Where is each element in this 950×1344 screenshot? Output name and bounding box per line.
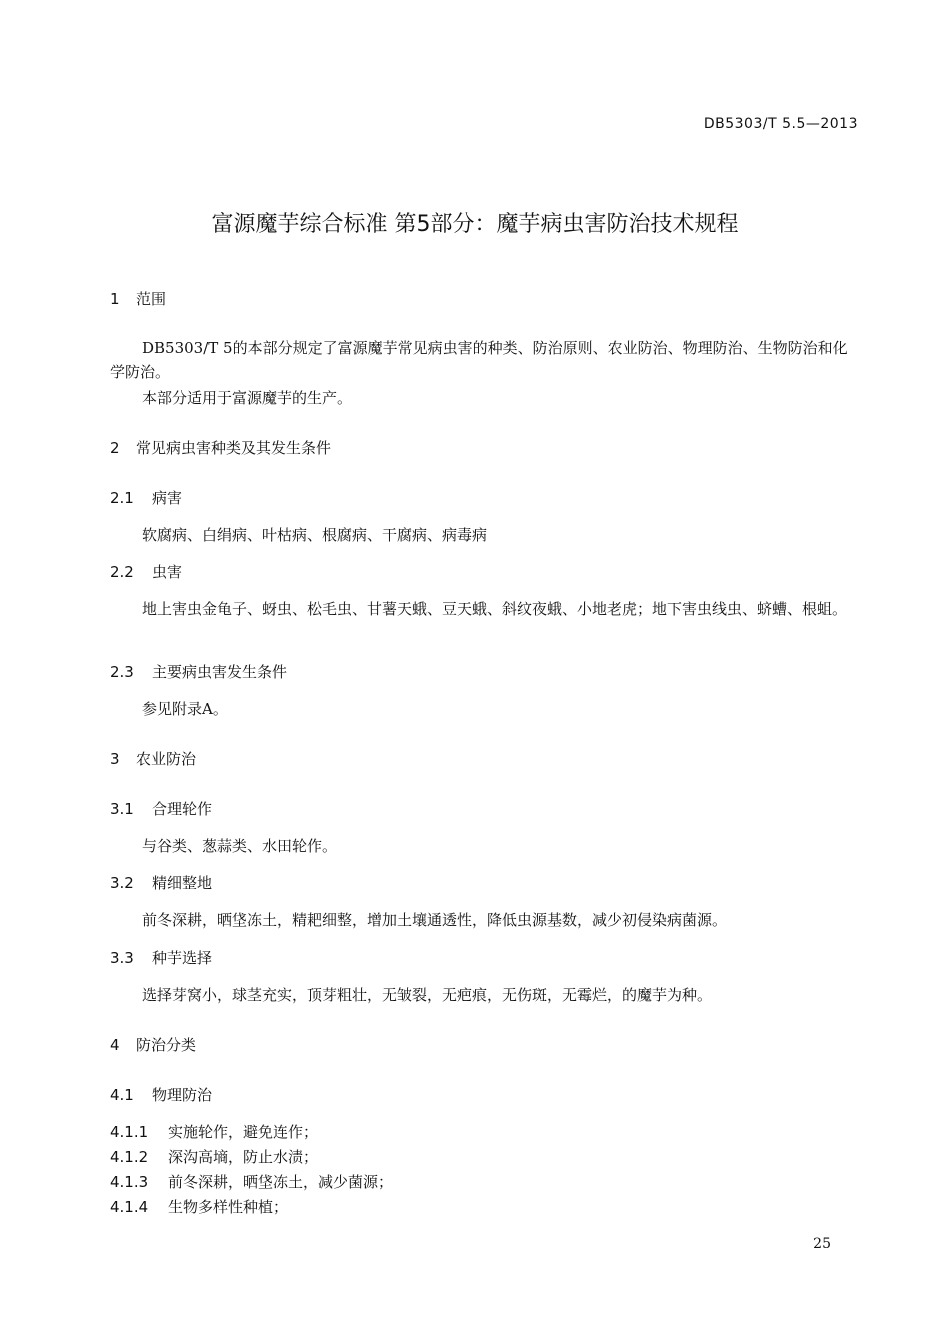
section-3-1-heading	[110, 798, 212, 819]
list-item	[110, 1171, 393, 1192]
section-2-1-heading	[110, 487, 182, 508]
list-item	[110, 1146, 318, 1167]
section-2-3-paragraph: 参见附录A。	[142, 700, 228, 718]
section-number: 2.1	[110, 489, 134, 507]
section-title: 常见病虫害种类及其发生条件	[136, 439, 332, 457]
section-title: 虫害	[152, 563, 183, 581]
section-title: 精细整地	[152, 874, 213, 892]
document-title: 富源魔芋综合标准 第5部分：魔芋病虫害防治技术规程	[211, 212, 739, 237]
item-text: 前冬深耕，晒垡冻土，减少菌源；	[168, 1173, 394, 1191]
item-number: 4.1.3	[110, 1173, 149, 1191]
section-3-2-heading	[110, 872, 212, 893]
section-title: 物理防治	[152, 1086, 213, 1104]
list-item	[110, 1121, 318, 1142]
item-text: 生物多样性种植；	[168, 1198, 289, 1216]
section-2-heading	[110, 437, 331, 458]
item-number: 4.1.4	[110, 1198, 149, 1216]
section-title: 种芋选择	[152, 949, 213, 967]
section-1-paragraph-1: DB5303/T 5的本部分规定了富源魔芋常见病虫害的种类、防治原则、农业防治、物理防治、生物防治和化学防治。	[110, 339, 848, 381]
section-3-2-paragraph: 前冬深耕，晒垡冻土，精耙细整，增加土壤通透性，降低虫源基数，减少初侵染病菌源。	[142, 911, 728, 929]
section-number: 3.3	[110, 949, 134, 967]
section-number: 3.2	[110, 874, 134, 892]
section-number: 4	[110, 1036, 120, 1054]
item-text: 深沟高墒，防止水渍；	[168, 1148, 319, 1166]
section-number: 2.3	[110, 663, 134, 681]
section-3-1-paragraph: 与谷类、葱蒜类、水田轮作。	[142, 837, 338, 855]
section-number: 1	[110, 290, 120, 308]
section-3-3-heading	[110, 947, 212, 968]
section-3-3-paragraph: 选择芽窝小，球茎充实，顶芽粗壮，无皱裂，无疤痕，无伤斑，无霉烂，的魔芋为种。	[142, 986, 713, 1004]
section-number: 4.1	[110, 1086, 134, 1104]
list-item	[110, 1196, 288, 1217]
section-number: 3.1	[110, 800, 134, 818]
page-number: 25	[813, 1236, 831, 1252]
section-4-heading	[110, 1034, 196, 1055]
section-number: 3	[110, 750, 120, 768]
section-title: 病害	[152, 489, 183, 507]
section-title: 合理轮作	[152, 800, 213, 818]
section-4-1-heading	[110, 1084, 212, 1105]
section-1-paragraph-2: 本部分适用于富源魔芋的生产。	[142, 389, 353, 407]
section-2-2-heading	[110, 561, 182, 582]
item-text: 实施轮作，避免连作；	[168, 1123, 319, 1141]
section-1-heading	[110, 288, 166, 309]
section-3-heading	[110, 748, 196, 769]
item-number: 4.1.2	[110, 1148, 149, 1166]
section-title: 防治分类	[136, 1036, 197, 1054]
section-title: 农业防治	[136, 750, 197, 768]
section-title: 范围	[136, 290, 167, 308]
section-number: 2	[110, 439, 120, 457]
section-title: 主要病虫害发生条件	[152, 663, 288, 681]
section-2-3-heading	[110, 661, 287, 682]
standard-code: DB5303/T 5.5—2013	[703, 116, 858, 132]
section-2-2-paragraph: 地上害虫金龟子、蚜虫、松毛虫、甘薯天蛾、豆天蛾、斜纹夜蛾、小地老虎；地下害虫线虫、蛴螬、根蛆。	[142, 600, 848, 618]
item-number: 4.1.1	[110, 1123, 149, 1141]
section-2-1-paragraph: 软腐病、白绢病、叶枯病、根腐病、干腐病、病毒病	[142, 526, 488, 544]
section-number: 2.2	[110, 563, 134, 581]
